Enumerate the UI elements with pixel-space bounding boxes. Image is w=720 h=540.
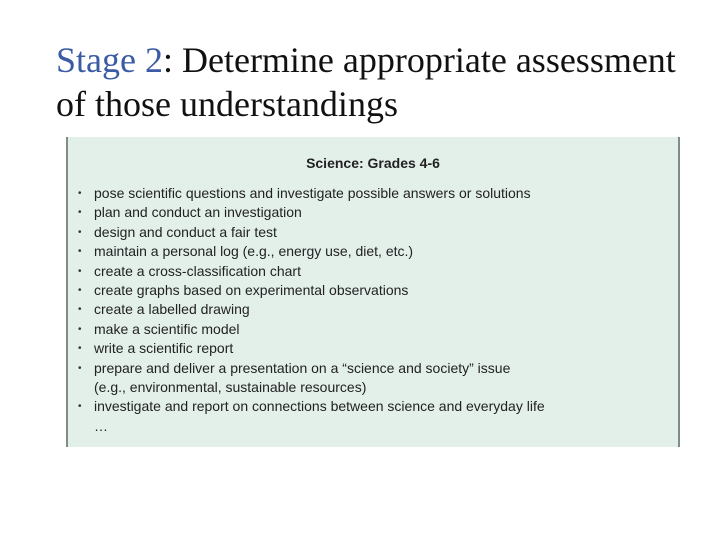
- bullet-icon: •: [78, 188, 82, 199]
- list-item-text: maintain a personal log (e.g., energy use, diet, etc.): [94, 243, 414, 260]
- bullet-icon: •: [78, 362, 82, 374]
- list-item: [78, 359, 668, 398]
- bullet-icon: •: [78, 207, 82, 219]
- list-item-text: pose scientific questions and investigate possible answers or solutions: [94, 185, 531, 201]
- bullet-icon: •: [78, 343, 82, 355]
- list-item: [78, 339, 668, 358]
- list-item-text: plan and conduct an investigation: [94, 204, 302, 221]
- slide-title: [56, 38, 696, 126]
- bullet-icon: •: [78, 401, 82, 413]
- card-heading: Science: Grades 4-6: [306, 155, 440, 171]
- list-item: [78, 320, 668, 339]
- bullet-icon: •: [78, 246, 82, 258]
- list-ellipsis: …: [94, 418, 108, 434]
- list-item-text: write a scientific report: [94, 340, 234, 357]
- list-item-text: prepare and deliver a presentation on a “science and society” issue: [94, 359, 511, 376]
- slide-title-accent: Stage 2: [56, 40, 163, 80]
- bullet-icon: •: [78, 304, 82, 316]
- list-item-text: create a labelled drawing: [94, 301, 250, 318]
- list-item-text: design and conduct a fair test: [94, 223, 277, 240]
- assessment-list: [78, 184, 668, 417]
- slide-title-rest: : Determine appropriate assessment of those understandings: [56, 40, 676, 124]
- list-item-continuation: (e.g., environmental, sustainable resources): [94, 379, 367, 396]
- bullet-icon: •: [78, 285, 82, 297]
- bullet-icon: •: [78, 226, 82, 238]
- list-item-text: make a scientific model: [94, 320, 240, 337]
- list-item-text: create graphs based on experimental observations: [94, 282, 409, 299]
- list-item: [78, 242, 668, 261]
- list-item: [78, 397, 668, 416]
- bullet-icon: •: [78, 265, 82, 277]
- list-item: [78, 262, 668, 281]
- list-item: [78, 281, 668, 300]
- assessment-card: [66, 137, 680, 447]
- list-item: [78, 223, 668, 242]
- bullet-icon: •: [78, 323, 82, 335]
- list-item: [78, 184, 668, 203]
- list-item-text: create a cross-classification chart: [94, 262, 301, 279]
- list-item: [78, 300, 668, 319]
- list-item: [78, 203, 668, 222]
- list-item-text: investigate and report on connections between science and everyday life: [94, 398, 545, 415]
